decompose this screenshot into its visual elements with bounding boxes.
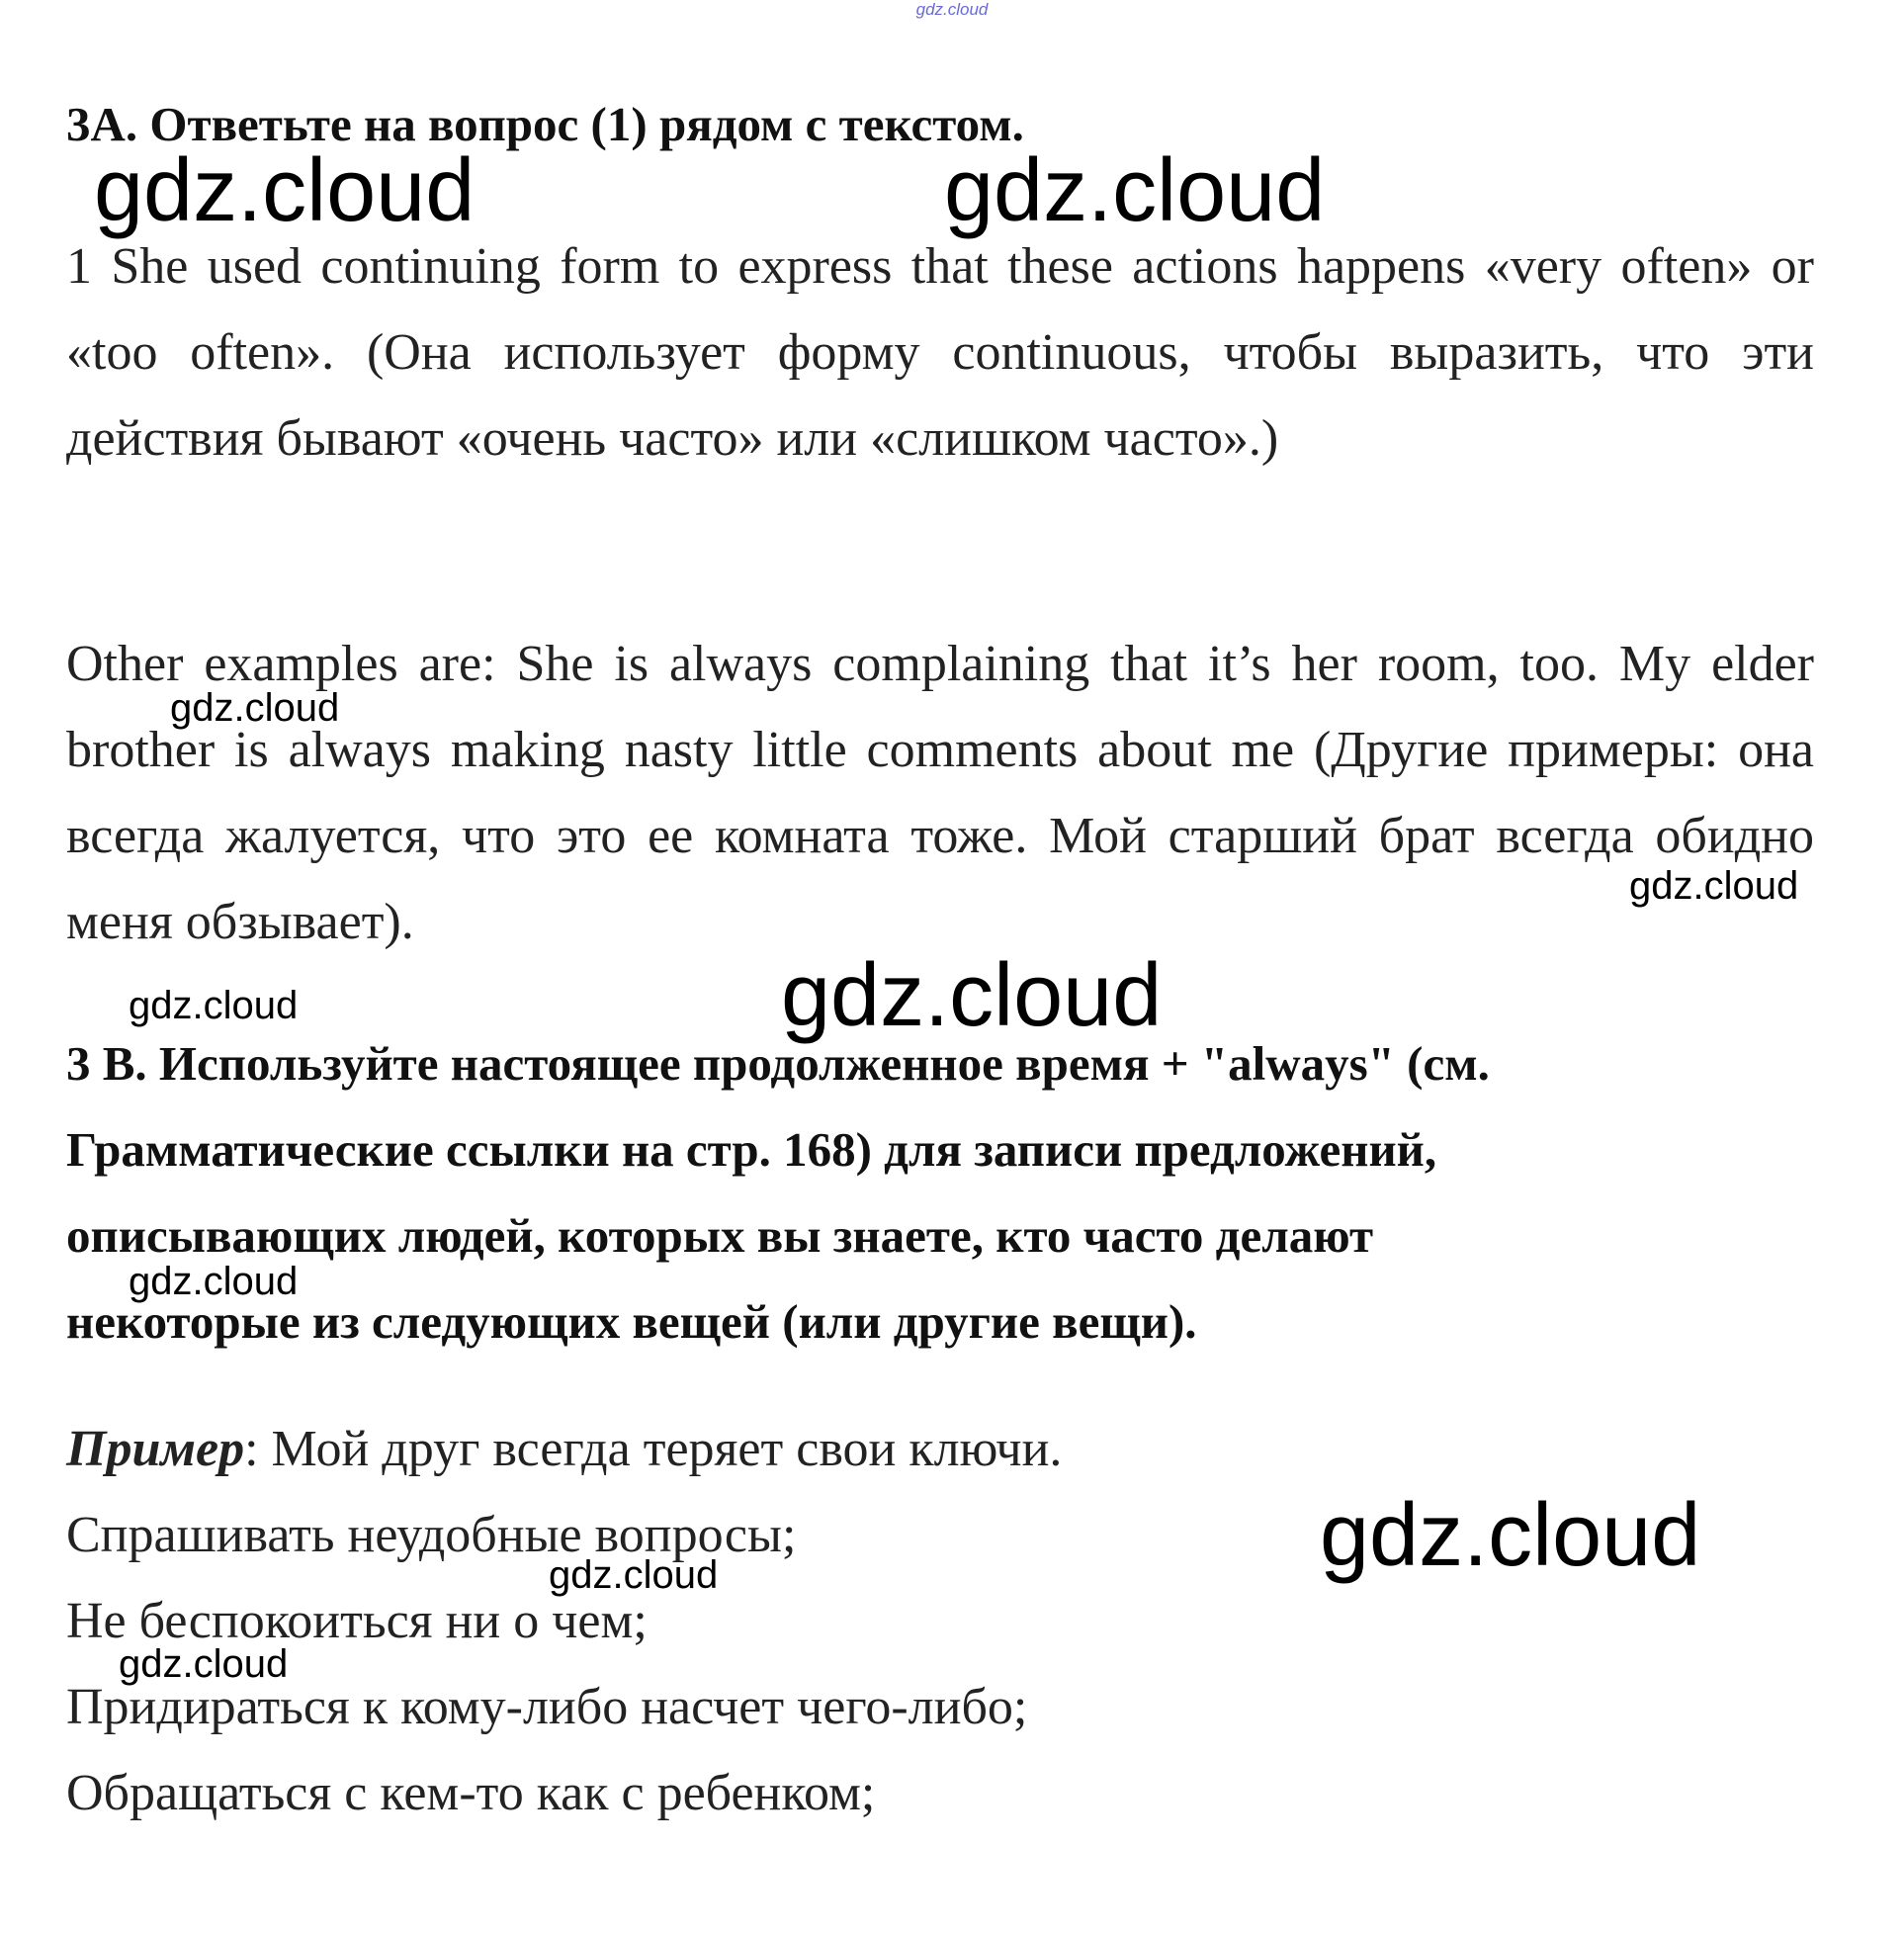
answer-1-paragraph: 1 She used continuing form to express that these actions happens «very often» or «too often». (Она использует форму continuous, чтобы выразить, что эти действия бывают «очень часто» или «слишком часто».) — [66, 238, 1814, 467]
top-watermark: gdz.cloud — [915, 0, 989, 19]
section-b-heading-line-1: 3 B. Используйте настоящее продолженное время + "always" (см. — [66, 1036, 1490, 1091]
watermark: gdz.cloud — [129, 984, 299, 1027]
watermark: gdz.cloud — [944, 141, 1326, 240]
list-item: Спрашивать неудобные вопросы; — [66, 1507, 797, 1563]
watermark: gdz.cloud — [129, 1260, 299, 1303]
example-label: Пример — [66, 1421, 245, 1477]
list-item: Обращаться с кем-то как с ребенком; — [66, 1765, 876, 1821]
section-b-heading-line-4: некоторые из следующих вещей (или другие вещи). — [66, 1294, 1197, 1349]
section-a-heading: 3А. Ответьте на вопрос (1) рядом с текстом. — [66, 97, 1024, 151]
watermark: gdz.cloud — [549, 1553, 719, 1597]
watermark: gdz.cloud — [1629, 864, 1799, 908]
watermark: gdz.cloud — [781, 946, 1163, 1045]
example-text: : Мой друг всегда теряет свои ключи. — [244, 1421, 1063, 1477]
watermark: gdz.cloud — [170, 686, 340, 730]
watermark: gdz.cloud — [94, 141, 476, 240]
section-b-heading-line-2: Грамматические ссылки на стр. 168) для записи предложений, — [66, 1122, 1437, 1177]
watermark: gdz.cloud — [119, 1642, 289, 1686]
section-b-heading-line-3: описывающих людей, которых вы знаете, кто часто делают — [66, 1208, 1374, 1263]
watermark: gdz.cloud — [1320, 1486, 1701, 1585]
other-examples-paragraph: Other examples are: She is always complaining that it’s her room, too. My elder brother is always making nasty little comments about me (Другие примеры: она всегда жалуется, что это ее комната тоже. Мой старший брат всегда обидно меня обзывает). — [66, 636, 1814, 950]
list-item: Не беспокоиться ни о чем; — [66, 1593, 648, 1649]
list-item: Придираться к кому-либо насчет чего-либо; — [66, 1679, 1028, 1735]
example-line — [66, 1406, 1062, 1492]
